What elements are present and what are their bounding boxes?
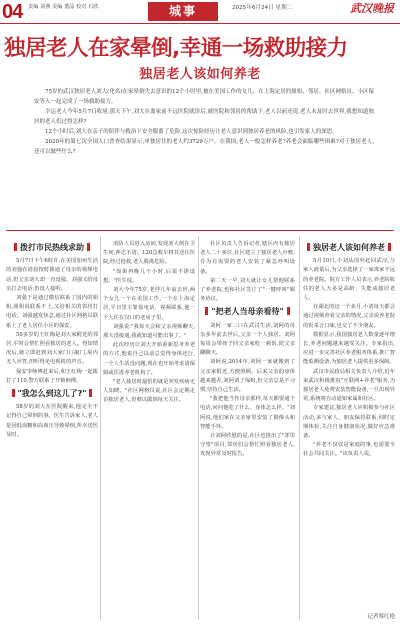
body-paragraph: "老人独居时最怕的就是突发疾病无人知晓。"社区网格员说,社区会定期走访独居老人,但难以做到每天关注。 xyxy=(103,379,195,404)
column-divider xyxy=(198,236,199,620)
body-paragraph: 数据显示,我国独居老人数量逐年增长,养老问题越来越受关注。专家指出,应进一步完善社区养老服务体系,推广智能监测设备,为独居老人提供更多保障。 xyxy=(303,331,395,366)
reporter-byline: 记者蔡红艳 xyxy=(367,614,395,620)
body-paragraph: 武汉市民政局相关负责人介绍,近年来武汉积极推进"互联网+养老"服务,为独居老人免费安装智能设备,一旦出现异常,系统将自动通知家属和社区。 xyxy=(303,368,395,403)
article-lead xyxy=(34,87,374,157)
editor-credits: 责编 刘燕 美编 董晶 校对 石欣 xyxy=(28,4,99,10)
lead-paragraph: 2020年的第七次全国人口普查结果显示,单独居住的老人约3729万户。在我国,老人一般怎样养老?养老会面临哪些困难?对于独居老人,还可以做些什么? xyxy=(34,139,374,155)
body-paragraph: "如果再晚几个小时,后果不堪设想。"医生说。 xyxy=(103,268,195,284)
page-header xyxy=(0,0,400,24)
body-paragraph: "养老不仅仅是家庭的事,也需要全社会共同关注。"该负责人说。 xyxy=(303,442,395,458)
body-paragraph: 此次经历让刘大开始重新思考养老的方式,他说自己以前总觉得身体还行,一个人生活没问题,现在也开始考虑请保姆或住进养老机构了。 xyxy=(103,342,195,376)
lead-paragraph: 75岁的武汉独居老人刘大(化名)在家晕倒失去意识的12个小时里,被在美国工作的女儿、在上海定居的姐姐、邻居、社区网格员、小区保安等人一起完成了一场救助接力。 xyxy=(34,89,374,105)
article-column-4 xyxy=(303,240,395,620)
body-paragraph: 58岁的刘大在医院醒来,他完全不记得自己晕倒的事。医生告诉家人,老人是因低血糖和高血压导致晕倒,所幸送医及时。 xyxy=(6,404,98,438)
body-paragraph: 消防人员进入房间,发现刘大倒在卫生间,神志不清。120急救车将其送往医院,经过抢救,老人脱离危险。 xyxy=(103,241,195,266)
masthead-logo: 武汉晚报 xyxy=(350,2,394,15)
section-subtitle: "我怎么到这儿了?" xyxy=(6,389,98,398)
body-paragraph: 刘阿一家三口在武汉生活,刘阿的母亲多年前去世后,父亲一个人独居。刘阿每周会带孩子回父亲家吃一顿饭,陪父亲聊聊天。 xyxy=(200,322,295,357)
article-subhead: 独居老人该如何养老 xyxy=(139,67,261,82)
body-paragraph: 让刘阿欣慰的是,社区也推出了"邻里守望"项目,邻居们会帮忙照看独居老人,发现异常及时报告。 xyxy=(200,433,295,458)
body-paragraph: 在湖北的这一个多月,小刘每天都会通过视频查看父亲的情况,父亲说养老院的饭菜合口味,也交了不少朋友。 xyxy=(303,304,395,329)
body-paragraph: 专家建议,独居老人应积极参与社区活动,多与家人、朋友保持联系,同时定期体检,关注自身健康状况,做好应急准备。 xyxy=(303,405,395,440)
body-paragraph: 50多岁的王红梅是刘大家附近的邻居,平时会帮忙照看独居的老人。得知情况后,她立即赶到刘大家门口敲门,屋内无人应答,但听得见电视机的声音。 xyxy=(6,331,98,366)
body-paragraph: 刘强于是通过微信联系了国内的姐姐,姐姐说联系不上,又给相关的邻居打电话。刘强越发焦急,通过社区网格员联系上了老人居住小区的保安。 xyxy=(6,295,98,329)
body-paragraph: "我把他当作母亲那样,每天都要通个电话,问问他吃了什么、身体怎么样。"刘阿说,他们家在父亲家里安装了摄像头和智能手环。 xyxy=(200,396,295,430)
section-subtitle: 独居老人该如何养老 xyxy=(303,243,395,252)
article-headline: 独居老人在家晕倒,幸通一场救助接力 xyxy=(4,36,348,61)
column-divider xyxy=(299,236,300,620)
section-subtitle: "把老人当母亲看待" xyxy=(200,307,295,316)
body-paragraph: 第二天一早,刘大就让女儿帮他联系了养老院,也和社区签订了"一键呼叫"服务协议。 xyxy=(200,277,295,303)
body-paragraph: 刘强说:"我每天会和父亲视频聊天,那天没接通,我就知道可能出事了。" xyxy=(103,323,195,340)
body-paragraph: 刘阿说,2014年,刘阿一家就搬到了父亲家附近,方便照顾。后来父亲的身体越来越差,刘阿请了保姆,但父亲总是不习惯,坚持自己生活。 xyxy=(200,359,295,394)
body-paragraph: 刘大今年75岁,老伴几年前去世,两个女儿一个在美国工作,一个在上海定居,平日里主要靠电话、视频联系,他一个人住在汉口的老房子里。 xyxy=(103,287,195,321)
column-divider xyxy=(100,236,101,620)
issue-date: 2025年6月24日 星期二 xyxy=(232,5,293,11)
lead-paragraph: 幸运老人今年5月7日收尾,那天下午,刘大在离家前不远医院就诊后,被医院和邻居的帮助下,老人以前还说,老人未及时去世界,我想知道独居的老人们过得怎样? xyxy=(34,109,374,125)
body-paragraph: 社区负责人告诉记者,辖区内有独居老人二十多位,社区建立了独居老人台账,并为有需要的老人安装了紧急呼叫设备。 xyxy=(200,241,295,275)
body-paragraph: 5月10日,小刘从国外赶回武汉,与家人商量后,为父亲选择了一家离家不远的养老院。院方工作人员表示,养老院收住的老人大多是高龄、失能或独居老人。 xyxy=(303,258,395,302)
article-column-2 xyxy=(103,240,195,620)
article-column-1 xyxy=(6,240,98,620)
article-column-3 xyxy=(200,240,295,620)
lead-separator xyxy=(6,230,394,231)
header-rule xyxy=(0,23,400,24)
lead-paragraph: 12个小时后,刘大在亲子的陪伴与救治下安全脱离了危险,这次惊险经历让老人意识到独居养老的风险,也引发家人的深思。 xyxy=(45,129,338,135)
section-tab: 城事 xyxy=(148,2,218,21)
body-paragraph: 5月7日下午6时许,在美国加州生活的刘强在清晨按时拨通了母亲的视频电话,但父亲刘大却一直没接。刘强又给母亲打去电话,仍没人接听。 xyxy=(6,258,98,292)
section-subtitle: 拨打市民热线求助 xyxy=(6,243,98,252)
page-number: 04 xyxy=(2,1,23,23)
body-paragraph: 保安李师傅赶来后,和王红梅一起拨打了110,警方联系了开锁师傅。 xyxy=(6,368,98,384)
